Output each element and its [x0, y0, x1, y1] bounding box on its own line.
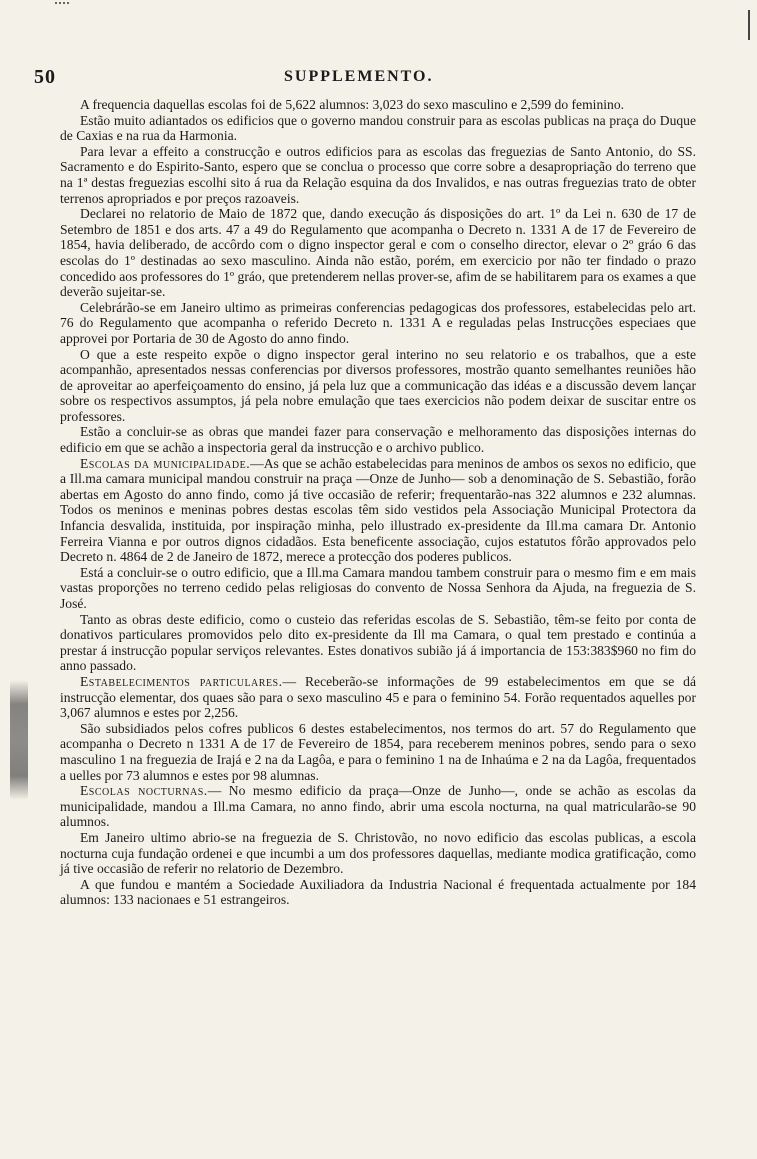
ink-speck — [55, 2, 69, 14]
binding-shadow — [10, 680, 28, 800]
page-header — [34, 66, 704, 90]
paragraph: Para levar a effeito a construcção e outros edificios para as escolas das freguezias de Santo Antonio, do SS. Sacramento e do Espirito-Santo, espero que se conclua o processo que corre sobre a desapropriação do terreno que na 1ª destas freguezias escolhi sito á rua da Relação esquina da dos Invalidos, e nas outras freguezias trato de obter terrenos apropriados e por preços razoaveis. — [60, 143, 696, 206]
margin-rule — [748, 10, 750, 40]
paragraph: Está a concluir-se o outro edificio, que a Ill.ma Camara mandou tambem construir para o mesmo fim e em mais vastas proporções no terreno cedido pelas religiosas do convento de Nossa Senhora da Ajuda, na freguezia de S. José. — [60, 564, 696, 611]
paragraph: A que fundou e mantém a Sociedade Auxiliadora da Industria Nacional é frequentada actualmente por 184 alumnos: 133 nacionaes e 51 estrangeiros. — [60, 876, 696, 908]
paragraph: Escolas nocturnas.— No mesmo edificio da praça—Onze de Junho—, onde se achão as escolas da municipalidade, mandou a Ill.ma Camara, no anno findo, abrir uma escola nocturna, na qual matricularão-se 90 alumnos. — [60, 783, 696, 830]
section-label: Escolas nocturnas. — [80, 783, 208, 799]
paragraph: Em Janeiro ultimo abrio-se na freguezia de S. Christovão, no novo edificio das escolas publicas, a escola nocturna cuja fundação ordenei e que incumbi a um dos professores daquellas, mediante modica gratificação, como já tive occasião de referir no relatorio de Dezembro. — [60, 829, 696, 877]
paragraph: Escolas da municipalidade.—As que se achão estabelecidas para meninos de ambos os sexos no edificio, que a Ill.ma camara municipal mandou construir na praça —Onze de Junho— sob a denominação de S. Sebastião, forão abertas em Agosto do anno findo, como já tive occasião de referir; frequentarão-nas 322 alumnos e 232 alumnas. Todos os meninos e meninas pobres destas escolas têm sido vestidos pela Associação Municipal Protectora da Infancia desvalida, instituida, por inspiração minha, pelo illustrado ex-presidente da Ill.ma camara Dr. Antonio Ferreira Vianna e por outros dignos cidadãos. Esta beneficente associação, cujos estatutos fôrão approvados pelo Decreto n. 4864 de 2 de Janeiro de 1872, merece a protecção dos poderes publicos. — [60, 455, 696, 565]
paragraph: Celebrárão-se em Janeiro ultimo as primeiras conferencias pedagogicas dos professores, estabelecidas pelo art. 76 do Regulamento que acompanha o referido Decreto n. 1331 A e reguladas pelas Instrucções especiaes que approvei por Portaria de 30 de Agosto do anno findo. — [60, 299, 696, 346]
paragraph: São subsidiados pelos cofres publicos 6 destes estabelecimentos, nos termos do art. 57 do Regulamento que acompanha o Decreto n 1331 A de 17 de Fevereiro de 1854, para receberem meninos pobres, sendo para o sexo masculino 1 na freguezia de Irajá e 2 na da Lagôa, e para o feminino 1 na de Inhaúma e 2 na da Lagôa, frequentados a uelles por 73 alumnos e estes por 98 alumnas. — [60, 720, 696, 783]
paragraph: Tanto as obras deste edificio, como o custeio das referidas escolas de S. Sebastião, têm-se feito por conta de donativos particulares promovidos pelo dito ex-presidente da Ill ma Camara, o qual tem prestado e continúa a prestar á instrucção popular serviços relevantes. Estes donativos subião já á importancia de 153:383$960 no fim do anno passado. — [60, 611, 696, 674]
paragraph: O que a este respeito expõe o digno inspector geral interino no seu relatorio e os trabalhos, que a este acompanhão, apresentados nessas conferencias por diversos professores, mostrão quanto semelhantes reuniões hão de aproveitar ao aperfeiçoamento do ensino, já pela luz que a communicação das idéas e a discussão devem lançar sobre os respectivos assumptos, já pela nobre emulação que taes exercicios não podem deixar de suscitar entre os professores. — [60, 346, 696, 424]
running-title: SUPPLEMENTO. — [284, 68, 434, 85]
body-text — [60, 97, 696, 908]
paragraph: Estão muito adiantados os edificios que o governo mandou construir para as escolas publicas na praça do Duque de Caxias e na rua da Harmonia. — [60, 112, 696, 144]
paragraph: Estão a concluir-se as obras que mandei fazer para conservação e melhoramento das disposições internas do edificio em que se achão a inspectoria geral da instrucção e o archivo publico. — [60, 424, 696, 456]
section-label: Escolas da municipalidade. — [80, 455, 251, 471]
section-label: Estabelecimentos particulares. — [80, 673, 283, 689]
paragraph: Estabelecimentos particulares.— Receberão-se informações de 99 estabelecimentos em que se dá instrucção elementar, dos quaes são para o sexo masculino 45 e para o feminino 54. Forão requentados aquelles por 3,067 alumnos e estes por 2,256. — [60, 673, 696, 721]
page-number: 50 — [34, 66, 56, 88]
paragraph: Declarei no relatorio de Maio de 1872 que, dando execução ás disposições do art. 1º da Lei n. 630 de 17 de Setembro de 1851 e dos arts. 47 a 49 do Regulamento que acompanha o Decreto n. 1331 A de 17 de Fevereiro de 1854, havia deliberado, de accôrdo com o digno inspector geral e com o conselho director, elevar o 2º gráo 6 das escolas do 1º destinadas ao sexo masculino. Ainda não estão, porém, em exercicio por não ter findado o prazo concedido aos professores do 1º gráo, que pretenderem nellas prover-se, afim de se habilitarem para os exames a que deverão sujeitar-se. — [60, 206, 696, 300]
paragraph: A frequencia daquellas escolas foi de 5,622 alumnos: 3,023 do sexo masculino e 2,599 do feminino. — [80, 97, 625, 112]
